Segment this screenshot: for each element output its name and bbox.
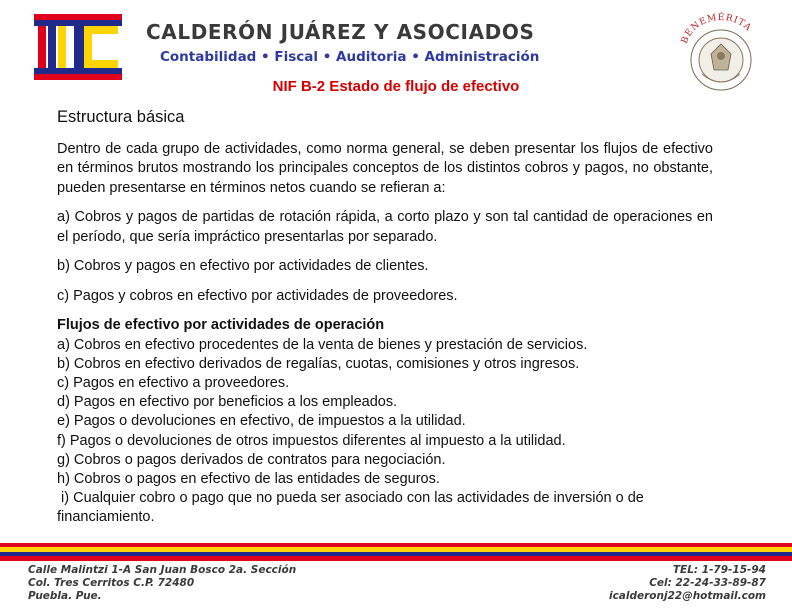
list-item: e) Pagos o devoluciones en efectivo, de impuestos a la utilidad. xyxy=(57,413,466,430)
address-line: Calle Malintzi 1-A San Juan Bosco 2a. Sección xyxy=(28,564,297,576)
document-title: NIF B-2 Estado de flujo de efectivo xyxy=(272,78,520,95)
paragraph: b) Cobros y pagos en efectivo por actividades de clientes. xyxy=(57,258,429,274)
address-line: Col. Tres Cerritos C.P. 72480 xyxy=(28,577,195,589)
phone-number: TEL: 1-79-15-94 xyxy=(672,564,766,576)
list-item: f) Pagos o devoluciones de otros impuestos diferentes al impuesto a la utilidad. xyxy=(57,432,566,449)
cell-number: Cel: 22-24-33-89-87 xyxy=(649,577,766,589)
list-item: i) Cualquier cobro o pago que no pueda ser asociado con las actividades de inversión o de financiamiento. xyxy=(57,490,648,526)
list-item: h) Cobros o pagos en efectivo de las entidades de seguros. xyxy=(57,470,440,487)
address-line: Puebla. Pue. xyxy=(28,590,102,602)
paragraph: c) Pagos y cobros en efectivo por actividades de proveedores. xyxy=(57,287,458,304)
footer-address xyxy=(28,564,296,603)
list-item: d) Pagos en efectivo por beneficios a los empleados. xyxy=(57,394,398,411)
footer-contact xyxy=(609,564,766,603)
operating-activities-list xyxy=(57,336,713,528)
company-tagline: Contabilidad • Fiscal • Auditoria • Administración xyxy=(160,49,540,65)
operating-activities-heading: Flujos de efectivo por actividades de operación xyxy=(57,317,385,333)
document-body xyxy=(57,108,713,528)
email-address: icalderonj22@hotmail.com xyxy=(608,590,766,602)
list-item: c) Pagos en efectivo a proveedores. xyxy=(57,374,290,391)
list-item: b) Cobros en efectivo derivados de regalías, cuotas, comisiones y otros ingresos. xyxy=(57,355,580,372)
paragraph: a) Cobros y pagos de partidas de rotación rápida, a corto plazo y son tal cantidad de operaciones en el período, que sería impráctico presentarlas por separado. xyxy=(57,209,713,245)
svg-text:BENEMÉRITA: BENEMÉRITA xyxy=(679,12,754,46)
company-name: CALDERÓN JUÁREZ Y ASOCIADOS xyxy=(146,20,535,44)
list-item: g) Cobros o pagos derivados de contratos para negociación. xyxy=(57,451,446,468)
list-item: a) Cobros en efectivo procedentes de la venta de bienes y prestación de servicios. xyxy=(57,336,588,353)
section-heading: Estructura básica xyxy=(57,108,185,126)
paragraph: Dentro de cada grupo de actividades, como norma general, se deben presentar los flujos de efectivo en términos brutos mostrando los principales conceptos de los distintos cobros y pagos, no obstante, pueden presentarse en términos netos cuando se refieran a: xyxy=(57,140,713,196)
footer-stripes xyxy=(0,543,792,561)
company-logo-icon xyxy=(34,14,122,80)
